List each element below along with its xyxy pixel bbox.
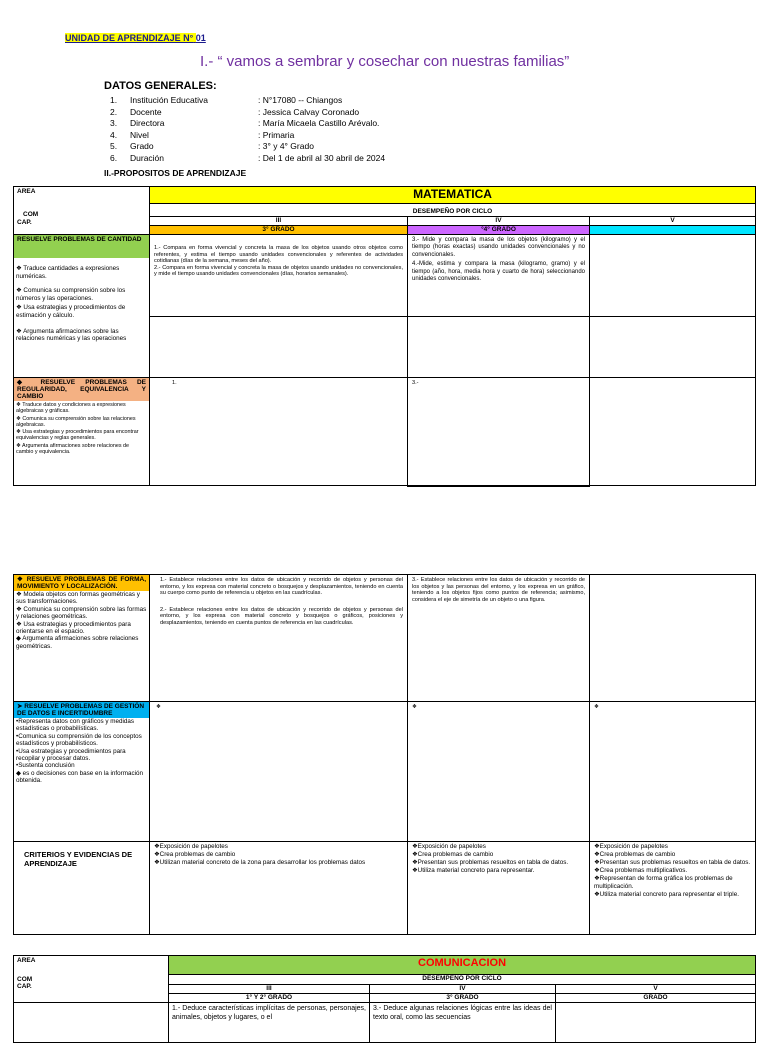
cycle-v: V xyxy=(590,217,756,226)
desempeno-iv-cell: 3.- Deduce algunas relaciones lógicas entre las ideas del texto oral, como las secuencias xyxy=(370,1003,556,1043)
unit-label: UNIDAD DE APRENDIZAJE N° xyxy=(65,33,194,43)
area-name-comunicacion: COMUNICACION xyxy=(169,956,756,975)
competencia-cantidad xyxy=(14,235,150,378)
grade-3: 3° GRADO xyxy=(150,226,408,235)
datos-row: 4. Nivel : Primaria xyxy=(110,129,295,140)
grade-3: 3° GRADO xyxy=(370,994,556,1003)
desempeno-iii-cell: 1. xyxy=(150,378,408,486)
capacidades-list: •Representa datos con gráficos y medidas estadísticas o probabilísticas. •Comunica su comprensión de los conceptos estadísticos y probabilísticos. •Usa estrategias y procedimientos para recopilar y procesar datos. •Sustenta conclusión ◆ es o decisiones con base en la información obtenida. xyxy=(16,718,144,785)
criterios-iv: ❖Exposición de papelotes ❖Crea problemas de cambio ❖Presentan sus problemas resueltos en tabla de datos. ❖Utiliza material concreto para representar. xyxy=(408,842,590,935)
grade-5: GRADO xyxy=(556,994,756,1003)
datos-generales-title: DATOS GENERALES: xyxy=(104,80,217,92)
desempeno-iv-cell: 3.- xyxy=(408,378,590,486)
competencia-forma xyxy=(14,575,150,702)
cycle-iv: IV xyxy=(370,985,556,994)
matematica-table xyxy=(13,186,756,487)
criterios-v: ❖Exposición de papelotes ❖Crea problemas de cambio ❖Presentan sus problemas resueltos en tabla de datos. ❖Crea problemas multiplicativos. ❖Representan de forma gráfica los problemas de multiplicación. ❖Utiliza material concreto para representar el triple. xyxy=(590,842,756,935)
desempeno-v-cell xyxy=(556,1003,756,1043)
empty-cell xyxy=(150,317,408,378)
datos-row: 3. Directora : María Micaela Castillo Arévalo. xyxy=(110,118,380,128)
desempeno-iii-cell: 1.- Compara en forma vivencial y concreta la masa de los objetos usando otros objetos como referentes, y estima el tiempo usando unidades convencionales y referentes de actividades cotidianas (días de la semana, meses del año). 2.- Compara en forma vivencial y concreta la masa de objetos usando unidades no convencionales, y mide el tiempo usando unidades convencionales (días, horarios semanales). xyxy=(150,235,408,317)
datos-row: 5. Grado : 3° y 4° Grado xyxy=(110,141,314,151)
com-cap-cell: COM CAP. xyxy=(14,204,150,235)
competencia-title: ➤ RESUELVE PROBLEMAS DE GESTIÓN DE DATOS E INCERTIDUMBRE xyxy=(14,702,149,718)
competencia-cell xyxy=(14,1003,169,1043)
datos-generales-list xyxy=(110,95,385,164)
desempeno-header: DESEMPEÑO POR CICLO xyxy=(150,204,756,217)
desempeno-header: DESEMPEÑO POR CICLO xyxy=(169,975,756,985)
area-name-matematica: MATEMATICA xyxy=(150,187,756,204)
capacidades-list: ❖ Traduce cantidades a expresiones numéricas. ❖ Comunica su comprensión sobre los números y las operaciones. ❖ Usa estrategias y procedimientos de estimación y cálculo. ❖ Argumenta afirmaciones sobre las relaciones numéricas y las operaciones xyxy=(16,265,127,343)
grade-1-2: 1° Y 2° GRADO xyxy=(169,994,370,1003)
unit-title xyxy=(65,33,206,43)
desempeno-iii-cell: 1.- Establece relaciones entre los datos de ubicación y recorrido de objetos y personas del entorno, y los expresa con material concreto o bosquejos y desplazamientos, teniendo en cuenta su cuerpo como punto de referencia u objetos en las cuadrículas. 2.- Establece relaciones entre los datos de ubicación y recorrido de objetos y personas del entorno, y los expresa con material concreto y bosquejos o gráficos, posiciones y desplazamientos, teniendo en cuenta puntos de referencia en las cuadrículas. xyxy=(150,575,408,702)
desempeno-v-cell: ❖ xyxy=(590,702,756,842)
grade-4: °4° GRADO xyxy=(408,226,590,235)
grade-5 xyxy=(590,226,756,235)
com-cap-cell: COM CAP. xyxy=(14,975,169,1003)
capacidades-list: ❖ Traduce datos y condiciones a expresiones algebraicas y gráficas. ❖ Comunica su comprensión sobre las relaciones algebraicas. ❖ Usa estrategias y procedimientos para encontrar equivalencias y reglas generales. ❖ Argumenta afirmaciones sobre relaciones de cambio y equivalencia. xyxy=(16,402,139,456)
criterios-iii: ❖Exposición de papelotes ❖Crea problemas de cambio ❖Utilizan material concreto de la zona para desarrollar los problemas datos xyxy=(150,842,408,935)
competencia-regularidad xyxy=(14,378,150,486)
cycle-iii: III xyxy=(150,217,408,226)
desempeno-iv-cell: ❖ xyxy=(408,702,590,842)
area-label-cell: AREA xyxy=(14,187,150,204)
datos-row: 6. Duración : Del 1 de abril al 30 abril de 2024 xyxy=(110,152,386,163)
capacidades-list: ❖ Modela objetos con formas geométricas y sus transformaciones. ❖ Comunica su comprensión sobre las formas y relaciones geométricas. ❖ Usa estrategias y procedimientos para orientarse en el espacio. ◆ Argumenta afirmaciones sobre relaciones geométricas. xyxy=(16,591,147,650)
desempeno-iii-cell: ❖ xyxy=(150,702,408,842)
desempeno-iii-cell: 1.- Deduce características implícitas de personas, personajes, animales, objetos y lugares, o el xyxy=(169,1003,370,1043)
propositos-title: II.-PROPOSITOS DE APRENDIZAJE xyxy=(104,168,247,178)
desempeno-iv-cell: 3.- Mide y compara la masa de los objetos (kilogramo) y el tiempo (horas exactas) usando unidades convencionales y no convencionales. 4.-Mide, estima y compara la masa (kilogramo, gramo) y el tiempo (año, hora, media hora y cuarto de hora) seleccionando unidades convencionales. xyxy=(408,235,590,317)
competencia-gestion-datos xyxy=(14,702,150,842)
empty-cell xyxy=(590,317,756,378)
cycle-iv: IV xyxy=(408,217,590,226)
cycle-v: V xyxy=(556,985,756,994)
datos-row: 1. Institución Educativa : N°17080 -- Chiangos xyxy=(110,95,343,105)
matematica-table-continued xyxy=(13,574,756,935)
criterios-title: CRITERIOS Y EVIDENCIAS DE APRENDIZAJE xyxy=(14,842,150,935)
competencia-title: ❖ RESUELVE PROBLEMAS DE FORMA, MOVIMIENTO Y LOCALIZACIÓN. xyxy=(14,575,149,591)
datos-row: 2. Docente : Jessica Calvay Coronado xyxy=(110,106,360,117)
desempeno-iv-cell: 3.- Establece relaciones entre los datos de ubicación y recorrido de los objetos y las personas del entorno, y los expresa en un gráfico, teniendo a los objetos fijos como puntos de referencia; asimismo, considera el eje de simetría de un objeto o una figura. xyxy=(408,575,590,702)
empty-cell xyxy=(408,317,590,378)
desempeno-v-cell xyxy=(590,235,756,317)
main-title: I.- “ vamos a sembrar y cosechar con nuestras familias” xyxy=(200,53,570,70)
desempeno-v-cell xyxy=(590,575,756,702)
area-label-cell: AREA xyxy=(14,956,169,975)
comunicacion-table xyxy=(13,955,756,1043)
competencia-title: ◆ RESUELVE PROBLEMAS DE REGULARIDAD, EQUIVALENCIA Y CAMBIO xyxy=(14,378,149,401)
competencia-title: RESUELVE PROBLEMAS DE CANTIDAD xyxy=(14,235,149,258)
cycle-iii: III xyxy=(169,985,370,994)
unit-number: 01 xyxy=(195,33,206,43)
desempeno-v-cell xyxy=(590,378,756,486)
